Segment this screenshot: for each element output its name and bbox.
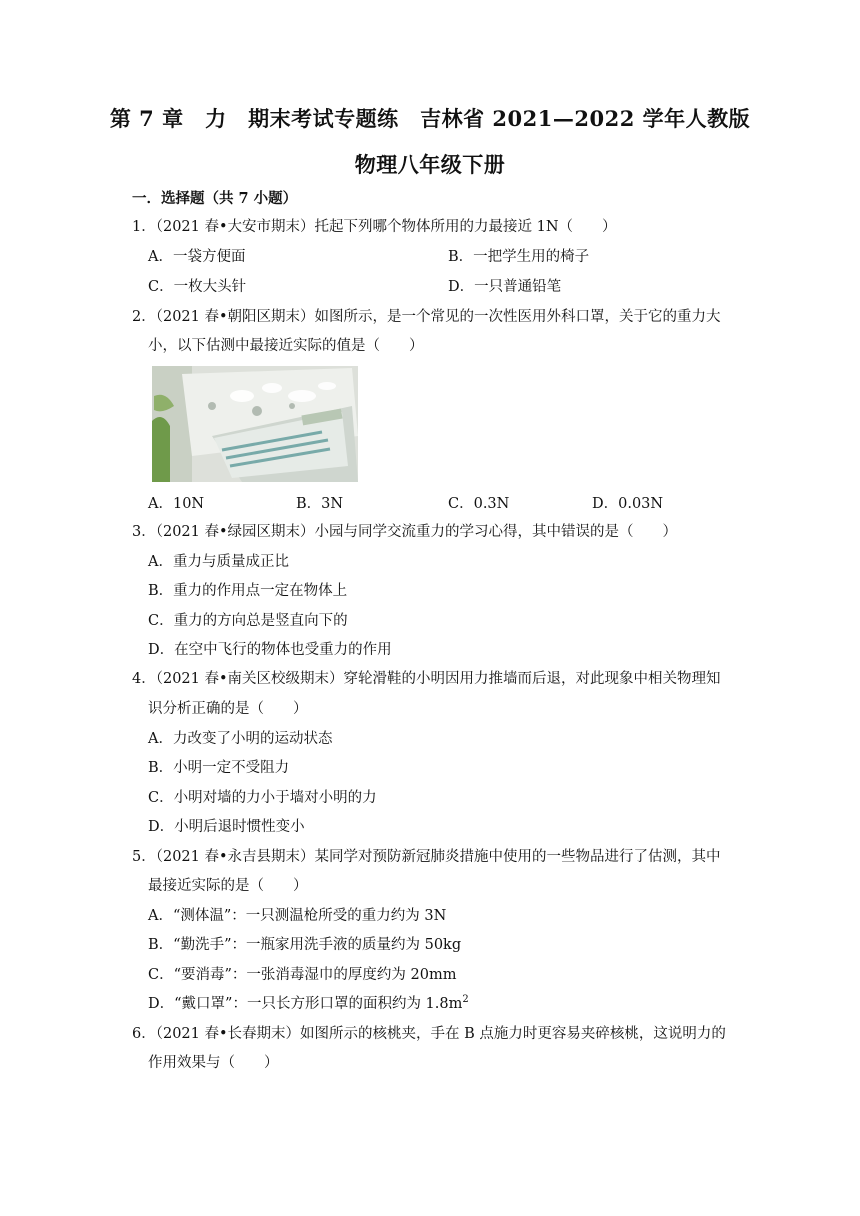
q2-option-d: D．0.03N <box>592 496 664 512</box>
q5-stem-line2: 最接近实际的是（ ） <box>148 878 308 894</box>
q2-option-a: A．10N <box>148 496 205 512</box>
q5-option-c: C．“要消毒”：一张消毒湿巾的厚度约为 20mm <box>148 967 457 983</box>
q3-option-b: B．重力的作用点一定在物体上 <box>148 583 348 599</box>
q2-stem-line1: 2．（2021 春•朝阳区期末）如图所示，是一个常见的一次性医用外科口罩，关于它的重力大 <box>132 309 721 325</box>
q1-option-b: B．一把学生用的椅子 <box>448 249 590 265</box>
section-heading: 一．选择题（共 7 小题） <box>132 190 298 207</box>
q6-stem-line1: 6．（2021 春•长春期末）如图所示的核桃夹，手在 B 点施力时更容易夹碎核桃，这说明力的 <box>132 1026 726 1042</box>
q6-stem-line2: 作用效果与（ ） <box>148 1055 279 1071</box>
document-title-line1: 第 7 章 力 期末考试专题练 吉林省 2021—2022 学年人教版 <box>109 106 751 131</box>
q5-option-d <box>148 994 469 1014</box>
q5-option-b: B．“勤洗手”：一瓶家用洗手液的质量约为 50kg <box>148 937 462 953</box>
q4-stem-line1: 4．（2021 春•南关区校级期末）穿轮滑鞋的小明因用力推墙而后退，对此现象中相关物理知 <box>132 671 721 687</box>
q3-option-a: A．重力与质量成正比 <box>148 554 289 570</box>
q1-option-c: C．一枚大头针 <box>148 279 247 295</box>
q2-stem-line2: 小，以下估测中最接近实际的值是（ ） <box>148 338 424 354</box>
q5-option-d-text: D．“戴口罩”：一只长方形口罩的面积约为 1.8m <box>148 996 463 1012</box>
q5-option-a: A．“测体温”：一只测温枪所受的重力约为 3N <box>148 908 447 924</box>
q4-stem-line2: 识分析正确的是（ ） <box>148 701 308 717</box>
q1-option-d: D．一只普通铅笔 <box>448 279 562 295</box>
q1-stem: 1．（2021 春•大安市期末）托起下列哪个物体所用的力最接近 1N（ ） <box>132 219 617 235</box>
q2-option-c: C．0.3N <box>448 496 510 512</box>
surgical-mask-photo <box>152 366 358 482</box>
q5-option-d-superscript: 2 <box>462 994 469 1006</box>
q3-stem: 3．（2021 春•绿园区期末）小园与同学交流重力的学习心得，其中错误的是（ ） <box>132 524 678 540</box>
document-title-line2: 物理八年级下册 <box>354 152 506 177</box>
q2-option-b: B．3N <box>296 496 344 512</box>
q3-option-c: C．重力的方向总是竖直向下的 <box>148 613 348 629</box>
q1-option-a: A．一袋方便面 <box>148 249 246 265</box>
q3-option-d: D．在空中飞行的物体也受重力的作用 <box>148 642 392 658</box>
q4-option-c: C．小明对墙的力小于墙对小明的力 <box>148 790 377 806</box>
surgical-mask-illustration <box>152 366 358 482</box>
q5-stem-line1: 5．（2021 春•永吉县期末）某同学对预防新冠肺炎措施中使用的一些物品进行了估测，其中 <box>132 849 721 865</box>
q4-option-a: A．力改变了小明的运动状态 <box>148 731 333 747</box>
q4-option-b: B．小明一定不受阻力 <box>148 760 290 776</box>
q4-option-d: D．小明后退时惯性变小 <box>148 819 305 835</box>
